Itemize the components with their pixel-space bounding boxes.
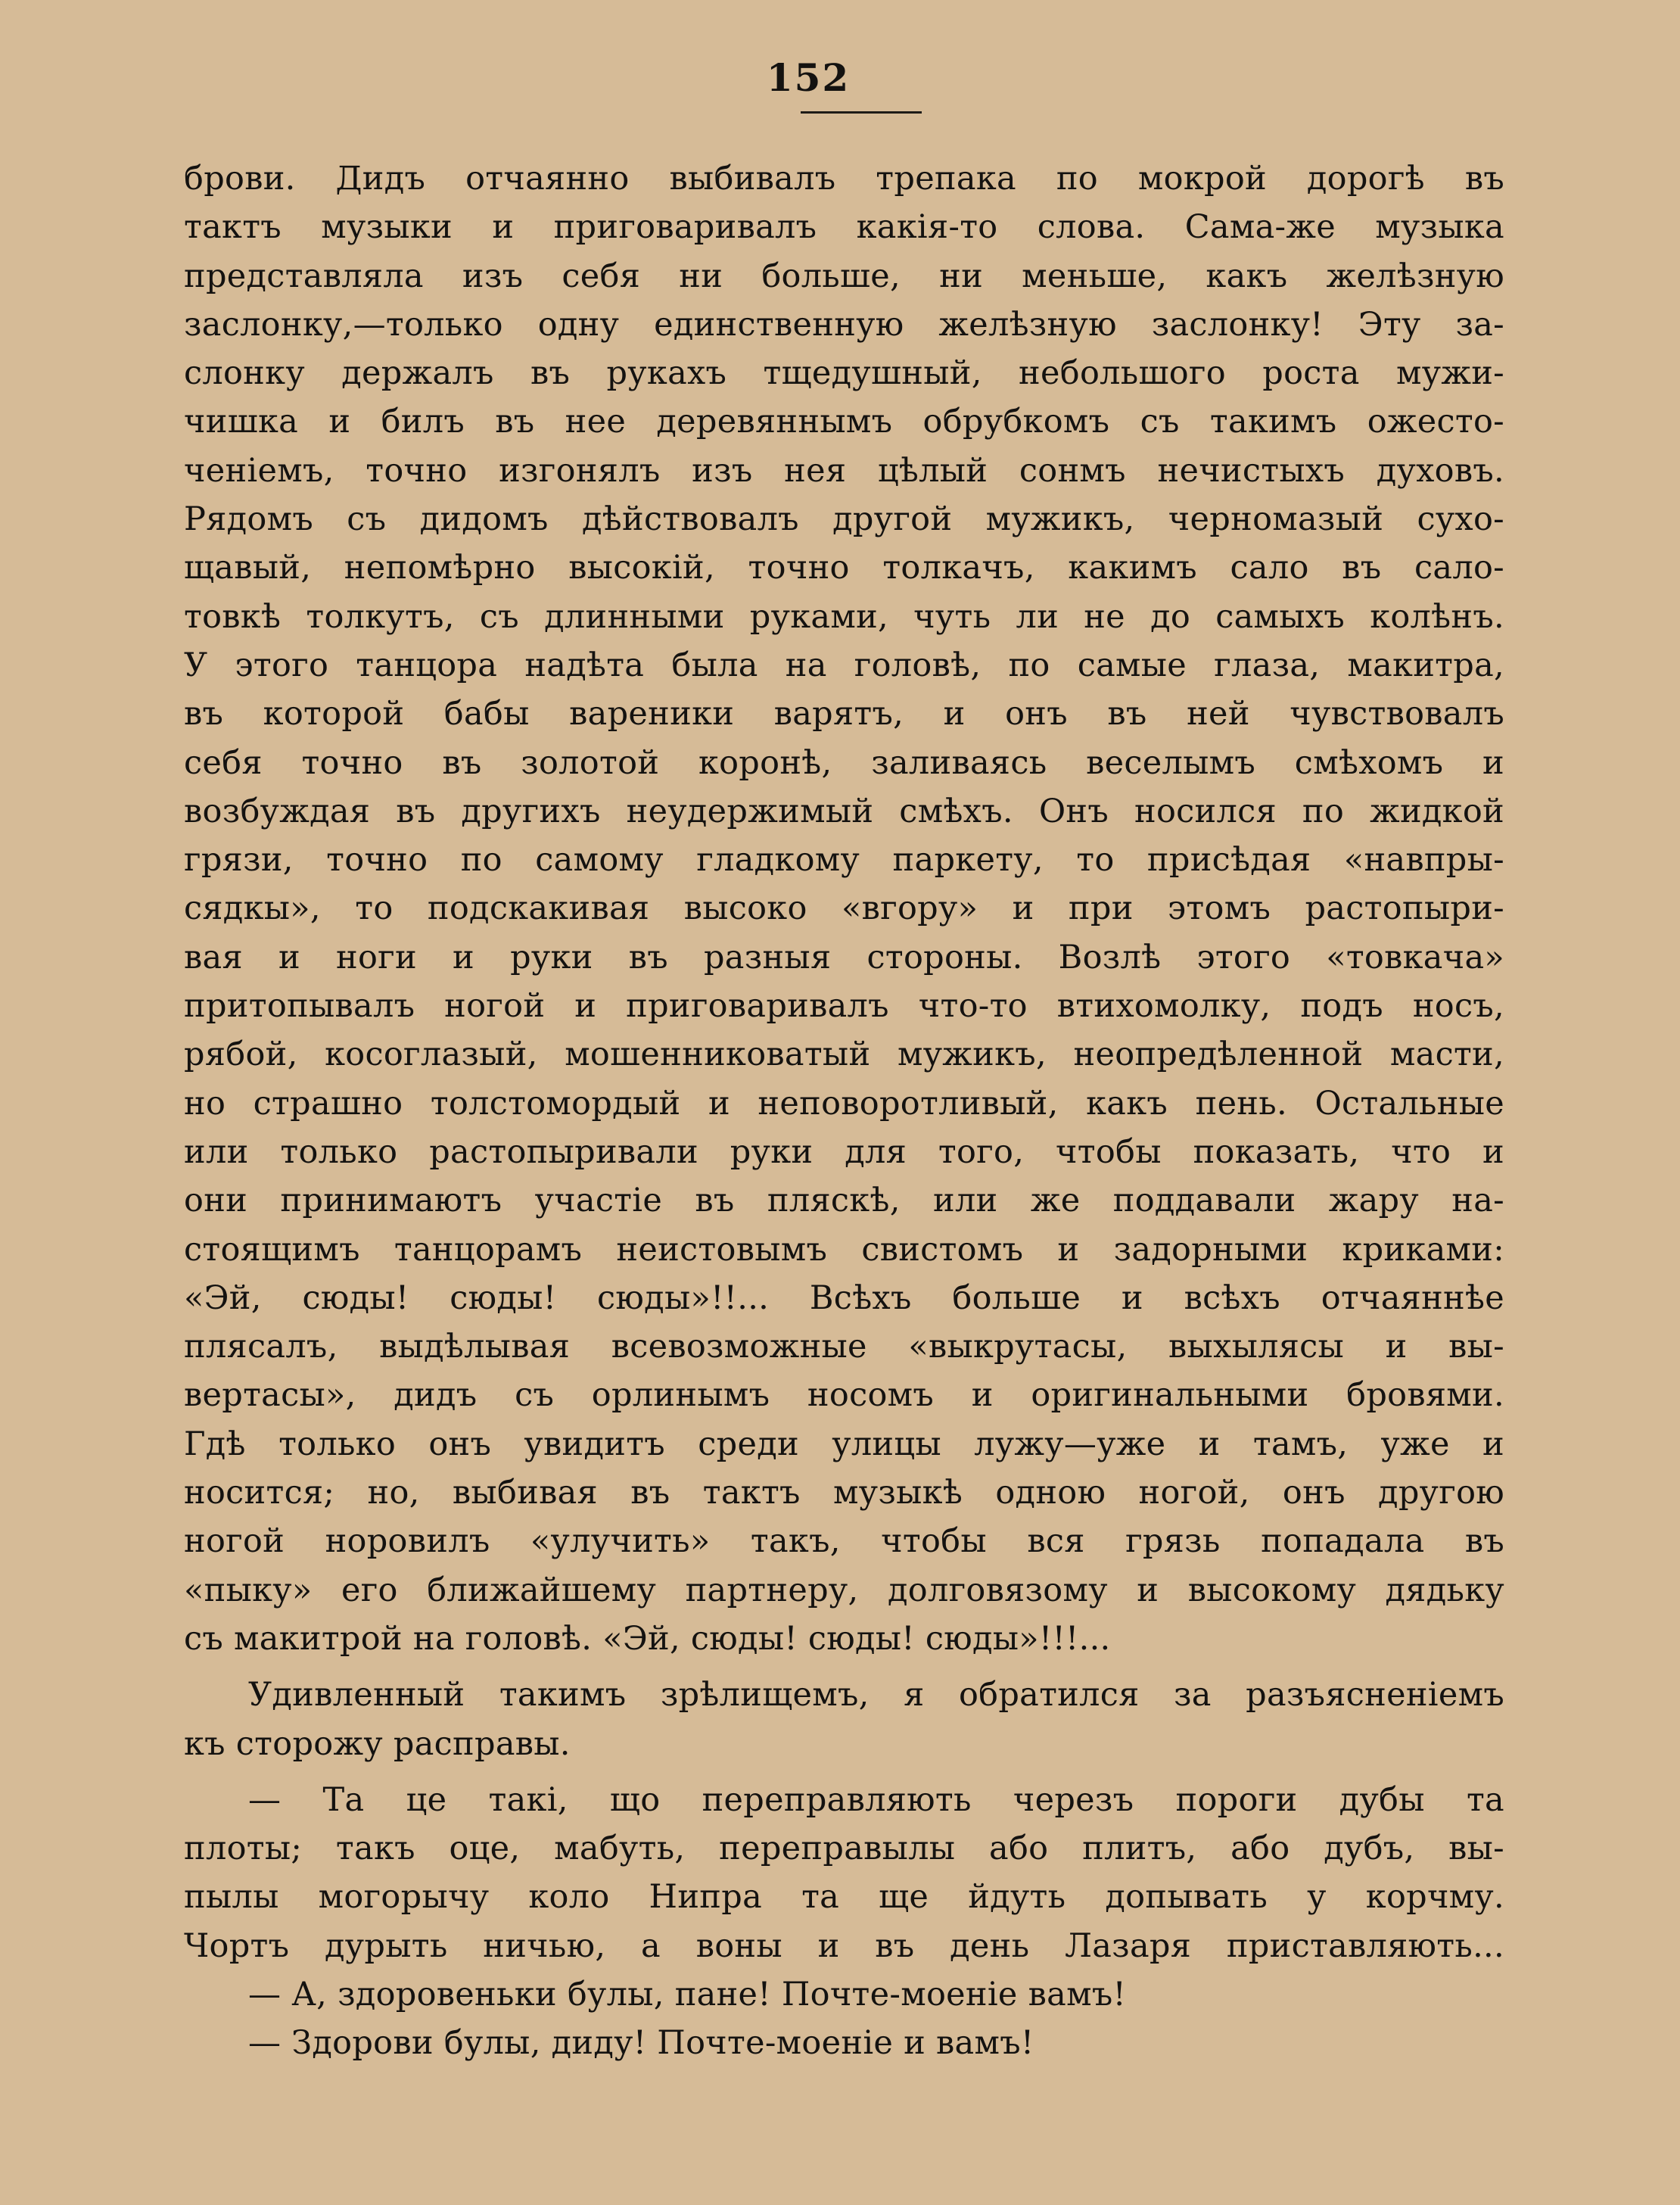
text-line: себя точно въ золотой коронѣ, заливаясь веселымъ смѣхомъ и	[184, 743, 1504, 782]
page-number: 152	[766, 55, 851, 100]
text-line: рябой, косоглазый, мошенниковатый мужикъ, неопредѣленной масти,	[184, 1036, 1504, 1074]
text-line: сядкы», то подскакивая высоко «вгору» и при этомъ растопыри-	[184, 889, 1504, 928]
text-line: представляла изъ себя ни больше, ни меньше, какъ желѣзную	[184, 257, 1504, 295]
text-line: — А, здоровеньки булы, пане! Почте-моеніе вамъ!	[248, 1975, 1127, 2013]
text-line: вертасы», дидъ съ орлинымъ носомъ и оригинальными бровями.	[184, 1376, 1504, 1415]
text-line: плясалъ, выдѣлывая всевозможные «выкрутасы, выхылясы и вы-	[184, 1328, 1504, 1366]
text-line: щавый, непомѣрно высокій, точно толкачъ, какимъ сало въ сало-	[184, 549, 1504, 587]
text-line: У этого танцора надѣта была на головѣ, по самые глаза, макитра,	[184, 646, 1504, 684]
text-line: они принимаютъ участіе въ пляскѣ, или же поддавали жару на-	[184, 1182, 1504, 1220]
text-line: «пыку» его ближайшему партнеру, долговязому и высокому дядьку	[184, 1571, 1504, 1609]
text-line: ченіемъ, точно изгонялъ изъ нея цѣлый сонмъ нечистыхъ духовъ.	[184, 451, 1504, 490]
text-line: плоты; такъ оце, мабуть, переправылы або плитъ, або дубъ, вы-	[184, 1830, 1504, 1868]
text-line: брови. Дидъ отчаянно выбивалъ трепака по мокрой дорогѣ въ	[184, 160, 1504, 198]
text-line: или только растопыривали руки для того, чтобы показать, что и	[184, 1132, 1504, 1171]
text-line: чишка и билъ въ нее деревяннымъ обрубкомъ съ такимъ ожесто-	[184, 403, 1504, 441]
text-line: Гдѣ только онъ увидитъ среди улицы лужу—уже и тамъ, уже и	[184, 1425, 1504, 1463]
text-line: — Здорови булы, диду! Почте-моеніе и вамъ!	[248, 2024, 1034, 2063]
text-line: — Та це такі, що переправляють черезъ пороги дубы та	[248, 1780, 1504, 1819]
body-text	[184, 154, 1504, 2068]
header-rule	[801, 111, 922, 114]
text-line: ногой норовилъ «улучить» такъ, чтобы вся грязь попадала въ	[184, 1522, 1504, 1561]
text-line: «Эй, сюды! сюды! сюды»!!... Всѣхъ больше и всѣхъ отчаяннѣе	[184, 1278, 1504, 1317]
text-line: товкѣ толкутъ, съ длинными руками, чуть ли не до самыхъ колѣнъ.	[184, 597, 1504, 636]
text-line: слонку держалъ въ рукахъ тщедушный, небольшого роста мужи-	[184, 354, 1504, 393]
text-line: но страшно толстомордый и неповоротливый, какъ пень. Остальные	[184, 1084, 1504, 1123]
text-line: Рядомъ съ дидомъ дѣйствовалъ другой мужикъ, черномазый сухо-	[184, 500, 1504, 539]
text-line: Чортъ дурыть ничью, а воны и въ день Лазаря приставляють...	[184, 1926, 1504, 1965]
text-line: пылы могорычу коло Нипра та ще йдуть допывать у корчму.	[184, 1878, 1504, 1917]
text-line: въ которой бабы вареники варятъ, и онъ въ ней чувствовалъ	[184, 695, 1504, 733]
text-line: притопывалъ ногой и приговаривалъ что-то втихомолку, подъ носъ,	[184, 987, 1504, 1026]
text-line: заслонку,—только одну единственную желѣзную заслонку! Эту за-	[184, 305, 1504, 344]
text-line: тактъ музыки и приговаривалъ какія-то слова. Сама-же музыка	[184, 208, 1504, 247]
text-line: къ сторожу расправы.	[184, 1724, 571, 1763]
text-line: Удивленный такимъ зрѣлищемъ, я обратился за разъясненіемъ	[248, 1676, 1504, 1714]
text-line: вая и ноги и руки въ разныя стороны. Возлѣ этого «товкача»	[184, 938, 1504, 976]
text-line: грязи, точно по самому гладкому паркету, то присѣдая «навпры-	[184, 841, 1504, 880]
text-line: возбуждая въ другихъ неудержимый смѣхъ. Онъ носился по жидкой	[184, 792, 1504, 830]
text-line: носится; но, выбивая въ тактъ музыкѣ одною ногой, онъ другою	[184, 1474, 1504, 1512]
text-line: съ макитрой на головѣ. «Эй, сюды! сюды! сюды»!!!...	[184, 1619, 1111, 1658]
text-line: стоящимъ танцорамъ неистовымъ свистомъ и задорными криками:	[184, 1230, 1504, 1269]
